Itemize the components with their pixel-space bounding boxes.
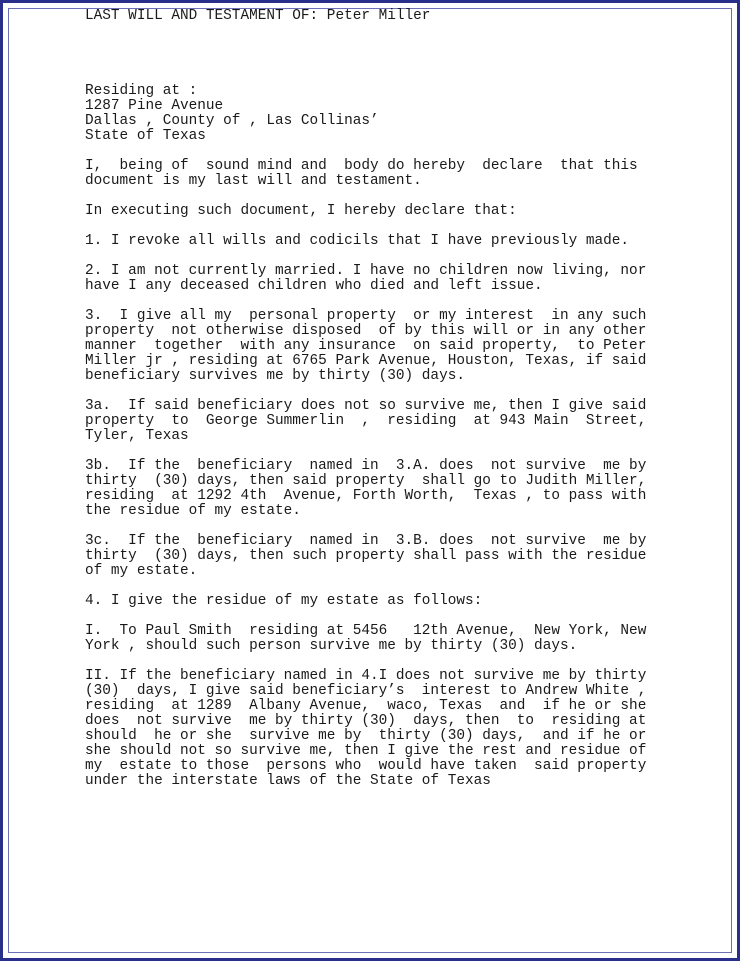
paragraph-line: she should not so survive me, then I give the rest and residue of: [85, 743, 647, 759]
will-document: [85, 9, 670, 789]
clause-3b: [85, 459, 670, 519]
paragraph-line: property not otherwise disposed of by this will or in any other: [85, 323, 647, 339]
clause-3c: [85, 534, 670, 579]
paragraph-line: 3a. If said beneficiary does not so survive me, then I give said: [85, 398, 647, 414]
paragraph-line: my estate to those persons who would have taken said property: [85, 758, 647, 774]
paragraph-line: II. If the beneficiary named in 4.I does not survive me by thirty: [85, 668, 647, 684]
paragraph-line: 3b. If the beneficiary named in 3.A. does not survive me by: [85, 458, 647, 474]
clause-2: [85, 264, 670, 294]
paragraph-line: In executing such document, I hereby declare that:: [85, 203, 517, 219]
document-title: LAST WILL AND TESTAMENT OF: Peter Miller: [85, 8, 431, 24]
paragraph-declaration: [85, 159, 670, 189]
paragraph-line: 2. I am not currently married. I have no children now living, nor: [85, 263, 647, 279]
paragraph-line: the residue of my estate.: [85, 503, 301, 519]
paragraph-line: of my estate.: [85, 563, 198, 579]
paragraph-line: have I any deceased children who died and left issue.: [85, 278, 543, 294]
paragraph-executing: [85, 204, 670, 219]
paragraph-line: thirty (30) days, then said property shall go to Judith Miller,: [85, 473, 647, 489]
paragraph-line: residing at 1292 4th Avenue, Forth Worth, Texas , to pass with: [85, 488, 647, 504]
paragraph-line: should he or she survive me by thirty (30) days, and if he or: [85, 728, 647, 744]
paragraph-line: beneficiary survives me by thirty (30) days.: [85, 368, 465, 384]
paragraph-line: Miller jr , residing at 6765 Park Avenue, Houston, Texas, if said: [85, 353, 647, 369]
paragraph-line: does not survive me by thirty (30) days, then to residing at: [85, 713, 647, 729]
paragraph-line: residing at 1289 Albany Avenue, waco, Texas and if he or she: [85, 698, 647, 714]
paragraph-line: thirty (30) days, then such property shall pass with the residue: [85, 548, 647, 564]
address-line: Residing at :: [85, 83, 198, 99]
paragraph-line: manner together with any insurance on said property, to Peter: [85, 338, 647, 354]
clause-1: [85, 234, 670, 249]
clause-3: [85, 309, 670, 384]
address-line: Dallas , County of , Las Collinas’: [85, 113, 379, 129]
address-block: [85, 84, 670, 144]
clause-3a: [85, 399, 670, 444]
address-line: State of Texas: [85, 128, 206, 144]
header-gap: [85, 24, 670, 84]
paragraph-line: Tyler, Texas: [85, 428, 189, 444]
paragraph-line: 3c. If the beneficiary named in 3.B. does not survive me by: [85, 533, 647, 549]
clause-4: [85, 594, 670, 609]
paragraph-line: 1. I revoke all wills and codicils that I have previously made.: [85, 233, 630, 249]
address-line: 1287 Pine Avenue: [85, 98, 224, 114]
paragraph-line: (30) days, I give said beneficiary’s interest to Andrew White ,: [85, 683, 647, 699]
paragraph-line: I, being of sound mind and body do hereby declare that this: [85, 158, 638, 174]
clause-4-ii: [85, 669, 670, 789]
paragraph-line: under the interstate laws of the State of Texas: [85, 773, 491, 789]
paragraph-line: I. To Paul Smith residing at 5456 12th Avenue, New York, New: [85, 623, 647, 639]
paragraph-line: document is my last will and testament.: [85, 173, 422, 189]
paragraph-line: York , should such person survive me by thirty (30) days.: [85, 638, 578, 654]
paragraph-line: property to George Summerlin , residing at 943 Main Street,: [85, 413, 647, 429]
paragraph-line: 4. I give the residue of my estate as follows:: [85, 593, 483, 609]
paragraph-line: 3. I give all my personal property or my interest in any such: [85, 308, 647, 324]
clause-4-i: [85, 624, 670, 654]
